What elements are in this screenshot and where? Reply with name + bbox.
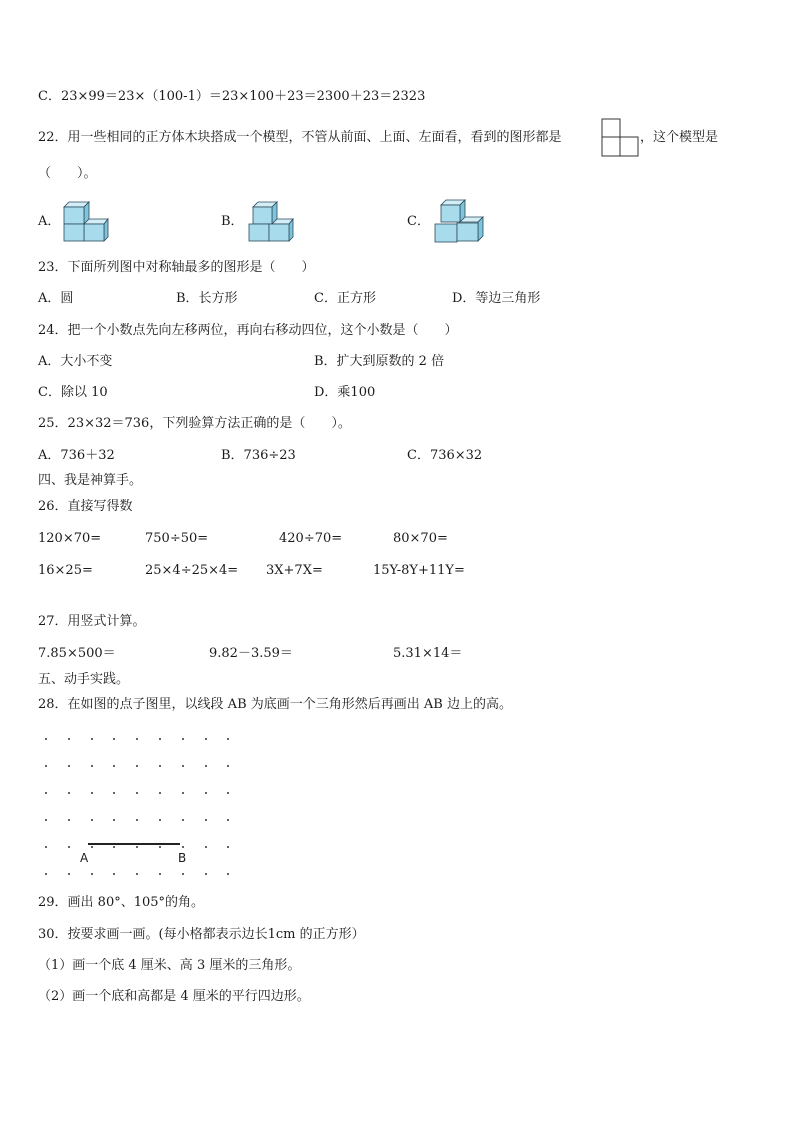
q22-stem: 22．用一些相同的正方体木块搭成一个模型，不管从前面、上面、左面看，看到的图形都是 <box>38 130 562 145</box>
q23-option-c: C．正方形 <box>314 291 376 306</box>
grid-dot <box>91 792 93 794</box>
grid-dot <box>205 792 207 794</box>
q24-option-c: C．除以 10 <box>38 385 108 400</box>
q25-stem: 25．23×32＝736，下列验算方法正确的是（ ）。 <box>38 416 351 431</box>
grid-dot <box>136 765 138 767</box>
grid-dot <box>182 819 184 821</box>
grid-dot <box>68 819 70 821</box>
view-shape-icon <box>601 118 639 158</box>
grid-dot <box>205 738 207 740</box>
segment-ab <box>88 843 180 845</box>
grid-dot <box>45 873 47 875</box>
grid-dot <box>113 873 115 875</box>
q22-option-c-label: C． <box>407 214 430 229</box>
grid-dot <box>136 738 138 740</box>
q28-stem: 28．在如图的点子图里，以线段 AB 为底画一个三角形然后再画出 AB 边上的高。 <box>38 697 512 712</box>
q26-item: 15Y-8Y+11Y= <box>373 563 465 578</box>
grid-dot <box>205 819 207 821</box>
q25-option-b: B．736÷23 <box>221 448 296 463</box>
q23-stem: 23．下面所列图中对称轴最多的图形是（ ） <box>38 260 315 275</box>
q30-sub2: （2）画一个底和高都是 4 厘米的平行四边形。 <box>38 989 310 1004</box>
dot-grid <box>40 730 240 880</box>
grid-dot <box>113 738 115 740</box>
point-a-label: A <box>80 851 89 865</box>
q24-option-d: D．乘100 <box>314 385 376 400</box>
q27-item: 7.85×500＝ <box>38 646 116 661</box>
grid-dot <box>136 846 138 848</box>
grid-dot <box>113 792 115 794</box>
q30-sub1: （1）画一个底 4 厘米、高 3 厘米的三角形。 <box>38 958 301 973</box>
q26-item: 750÷50= <box>145 531 209 546</box>
q30-stem: 30．按要求画一画。(每小格都表示边长1cm 的正方形） <box>38 927 365 942</box>
cube-model-b-icon <box>247 199 295 243</box>
q27-stem: 27．用竖式计算。 <box>38 614 146 629</box>
grid-dot <box>159 792 161 794</box>
grid-dot <box>68 846 70 848</box>
grid-dot <box>227 792 229 794</box>
grid-dot <box>91 846 93 848</box>
q29-stem: 29．画出 80°、105°的角。 <box>38 895 205 910</box>
q27-item: 5.31×14＝ <box>393 646 463 661</box>
q26-item: 120×70= <box>38 531 102 546</box>
grid-dot <box>227 873 229 875</box>
grid-dot <box>45 819 47 821</box>
grid-dot <box>91 873 93 875</box>
grid-dot <box>68 873 70 875</box>
grid-dot <box>45 765 47 767</box>
grid-dot <box>113 765 115 767</box>
q22-option-b-label: B． <box>221 214 244 229</box>
grid-dot <box>68 738 70 740</box>
q27-item: 9.82－3.59＝ <box>209 646 293 661</box>
q26-item: 80×70= <box>393 531 448 546</box>
grid-dot <box>159 738 161 740</box>
q26-stem: 26．直接写得数 <box>38 499 133 514</box>
q25-option-a: A．736＋32 <box>38 448 115 463</box>
grid-dot <box>45 846 47 848</box>
grid-dot <box>68 765 70 767</box>
grid-dot <box>227 846 229 848</box>
q22-stem-after: ，这个模型是 <box>640 130 719 145</box>
grid-dot <box>113 819 115 821</box>
grid-dot <box>227 819 229 821</box>
grid-dot <box>182 846 184 848</box>
q21-option-c: C．23×99＝23×（100-1）＝23×100＋23＝2300＋23＝2323 <box>38 89 426 104</box>
grid-dot <box>182 765 184 767</box>
q26-item: 420÷70= <box>279 531 343 546</box>
q23-option-a: A．圆 <box>38 291 74 306</box>
q26-item: 16×25= <box>38 563 93 578</box>
grid-dot <box>159 846 161 848</box>
cube-model-c-icon <box>433 199 485 245</box>
grid-dot <box>45 792 47 794</box>
grid-dot <box>45 738 47 740</box>
section-5-title: 五、动手实践。 <box>38 672 130 687</box>
grid-dot <box>182 873 184 875</box>
grid-dot <box>113 846 115 848</box>
grid-dot <box>136 873 138 875</box>
section-4-title: 四、我是神算手。 <box>38 473 143 488</box>
grid-dot <box>205 765 207 767</box>
grid-dot <box>159 873 161 875</box>
grid-dot <box>227 765 229 767</box>
grid-dot <box>91 765 93 767</box>
q24-option-b: B．扩大到原数的 2 倍 <box>314 354 445 369</box>
grid-dot <box>227 738 229 740</box>
q22-option-a-label: A． <box>38 214 61 229</box>
grid-dot <box>182 792 184 794</box>
grid-dot <box>205 873 207 875</box>
grid-dot <box>159 765 161 767</box>
q25-option-c: C．736×32 <box>407 448 483 463</box>
q22-blank: （ ）。 <box>38 166 97 181</box>
q26-item: 3X+7X= <box>266 563 323 578</box>
grid-dot <box>68 792 70 794</box>
q26-item: 25×4÷25×4= <box>145 563 239 578</box>
grid-dot <box>205 846 207 848</box>
point-b-label: B <box>178 851 187 865</box>
q24-stem: 24．把一个小数点先向左移两位，再向右移动四位，这个小数是（ ） <box>38 323 458 338</box>
grid-dot <box>91 819 93 821</box>
grid-dot <box>136 819 138 821</box>
q24-option-a: A．大小不变 <box>38 354 113 369</box>
q23-option-d: D．等边三角形 <box>452 291 541 306</box>
grid-dot <box>136 792 138 794</box>
grid-dot <box>159 819 161 821</box>
grid-dot <box>91 738 93 740</box>
q23-option-b: B．长方形 <box>176 291 238 306</box>
grid-dot <box>182 738 184 740</box>
cube-model-a-icon <box>62 199 110 243</box>
